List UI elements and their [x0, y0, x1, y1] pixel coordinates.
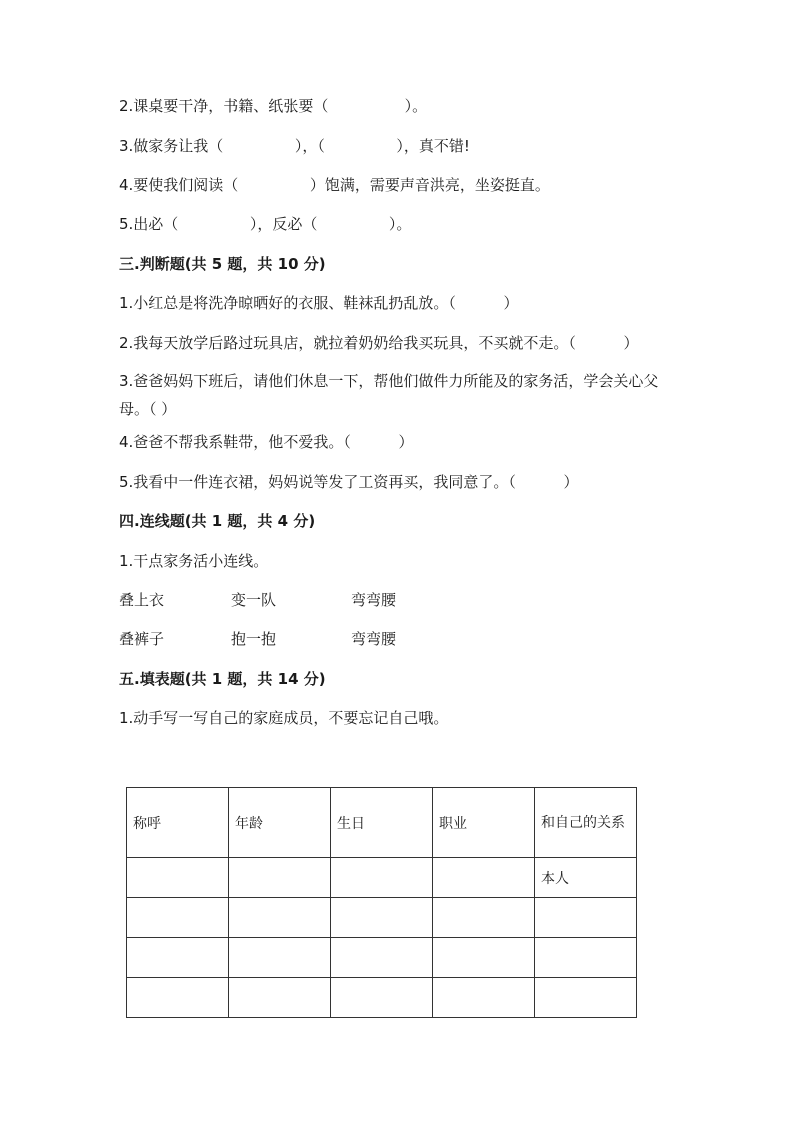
table-cell-self: 本人: [535, 858, 637, 898]
table-row: [127, 898, 637, 938]
table-cell[interactable]: [433, 938, 535, 978]
table-cell[interactable]: [331, 978, 433, 1018]
matching-middle-1: 变一队: [231, 591, 277, 609]
table-cell[interactable]: [229, 898, 331, 938]
table-cell[interactable]: [229, 978, 331, 1018]
table-row: [127, 978, 637, 1018]
fill-blank-item-3: 3.做家务让我（ ），（ ），真不错!: [119, 137, 470, 155]
fill-blank-item-2: 2.课桌要干净，书籍、纸张要（ ）。: [119, 97, 428, 115]
table-cell[interactable]: [127, 978, 229, 1018]
fill-blank-item-4: 4.要使我们阅读（ ）饱满，需要声音洪亮，坐姿挺直。: [119, 176, 550, 194]
judgment-item-2: 2.我每天放学后路过玩具店，就拉着奶奶给我买玩具，不买就不走。（ ）: [119, 334, 639, 352]
section-heading-table: 五.填表题(共 1 题，共 14 分): [119, 670, 326, 688]
judgment-item-5: 5.我看中一件连衣裙，妈妈说等发了工资再买，我同意了。（ ）: [119, 473, 579, 491]
matching-middle-2: 抱一抱: [231, 630, 277, 648]
table-cell[interactable]: [535, 898, 637, 938]
family-members-table: [126, 787, 637, 1018]
table-cell[interactable]: [331, 938, 433, 978]
header-cell-occupation: 职业: [433, 788, 535, 858]
header-relation-text: 和自己的关系: [541, 814, 625, 831]
header-cell-birthday: 生日: [331, 788, 433, 858]
table-cell[interactable]: [433, 978, 535, 1018]
table-cell[interactable]: [229, 858, 331, 898]
table-cell[interactable]: [229, 938, 331, 978]
table-cell[interactable]: [535, 938, 637, 978]
judgment-item-1: 1.小红总是将洗净晾晒好的衣服、鞋袜乱扔乱放。（ ）: [119, 294, 519, 312]
table-cell[interactable]: [127, 898, 229, 938]
table-row: [127, 938, 637, 978]
header-cell-age: 年龄: [229, 788, 331, 858]
section-heading-judgment: 三.判断题(共 5 题，共 10 分): [119, 255, 326, 273]
table-row: [127, 858, 637, 898]
table-cell[interactable]: [127, 938, 229, 978]
matching-left-2: 叠裤子: [119, 630, 165, 648]
table-header-row: [127, 788, 637, 858]
table-cell[interactable]: [433, 858, 535, 898]
matching-left-1: 叠上衣: [119, 591, 165, 609]
table-cell[interactable]: [331, 898, 433, 938]
judgment-item-4: 4.爸爸不帮我系鞋带，他不爱我。（ ）: [119, 433, 414, 451]
matching-right-2: 弯弯腰: [351, 630, 397, 648]
header-cell-relation: [535, 788, 637, 858]
judgment-item-3: 3.爸爸妈妈下班后，请他们休息一下，帮他们做件力所能及的家务活，学会关心父母。（ ）: [119, 372, 659, 418]
table-cell[interactable]: [535, 978, 637, 1018]
table-cell[interactable]: [433, 898, 535, 938]
matching-question: 1.干点家务活小连线。: [119, 552, 269, 570]
fill-blank-item-5: 5.出必（ ），反必（ ）。: [119, 215, 412, 233]
matching-right-1: 弯弯腰: [351, 591, 397, 609]
header-cell-title: 称呼: [127, 788, 229, 858]
table-cell[interactable]: [127, 858, 229, 898]
table-cell[interactable]: [331, 858, 433, 898]
table-question: 1.动手写一写自己的家庭成员，不要忘记自己哦。: [119, 709, 449, 727]
section-heading-matching: 四.连线题(共 1 题，共 4 分): [119, 512, 316, 530]
